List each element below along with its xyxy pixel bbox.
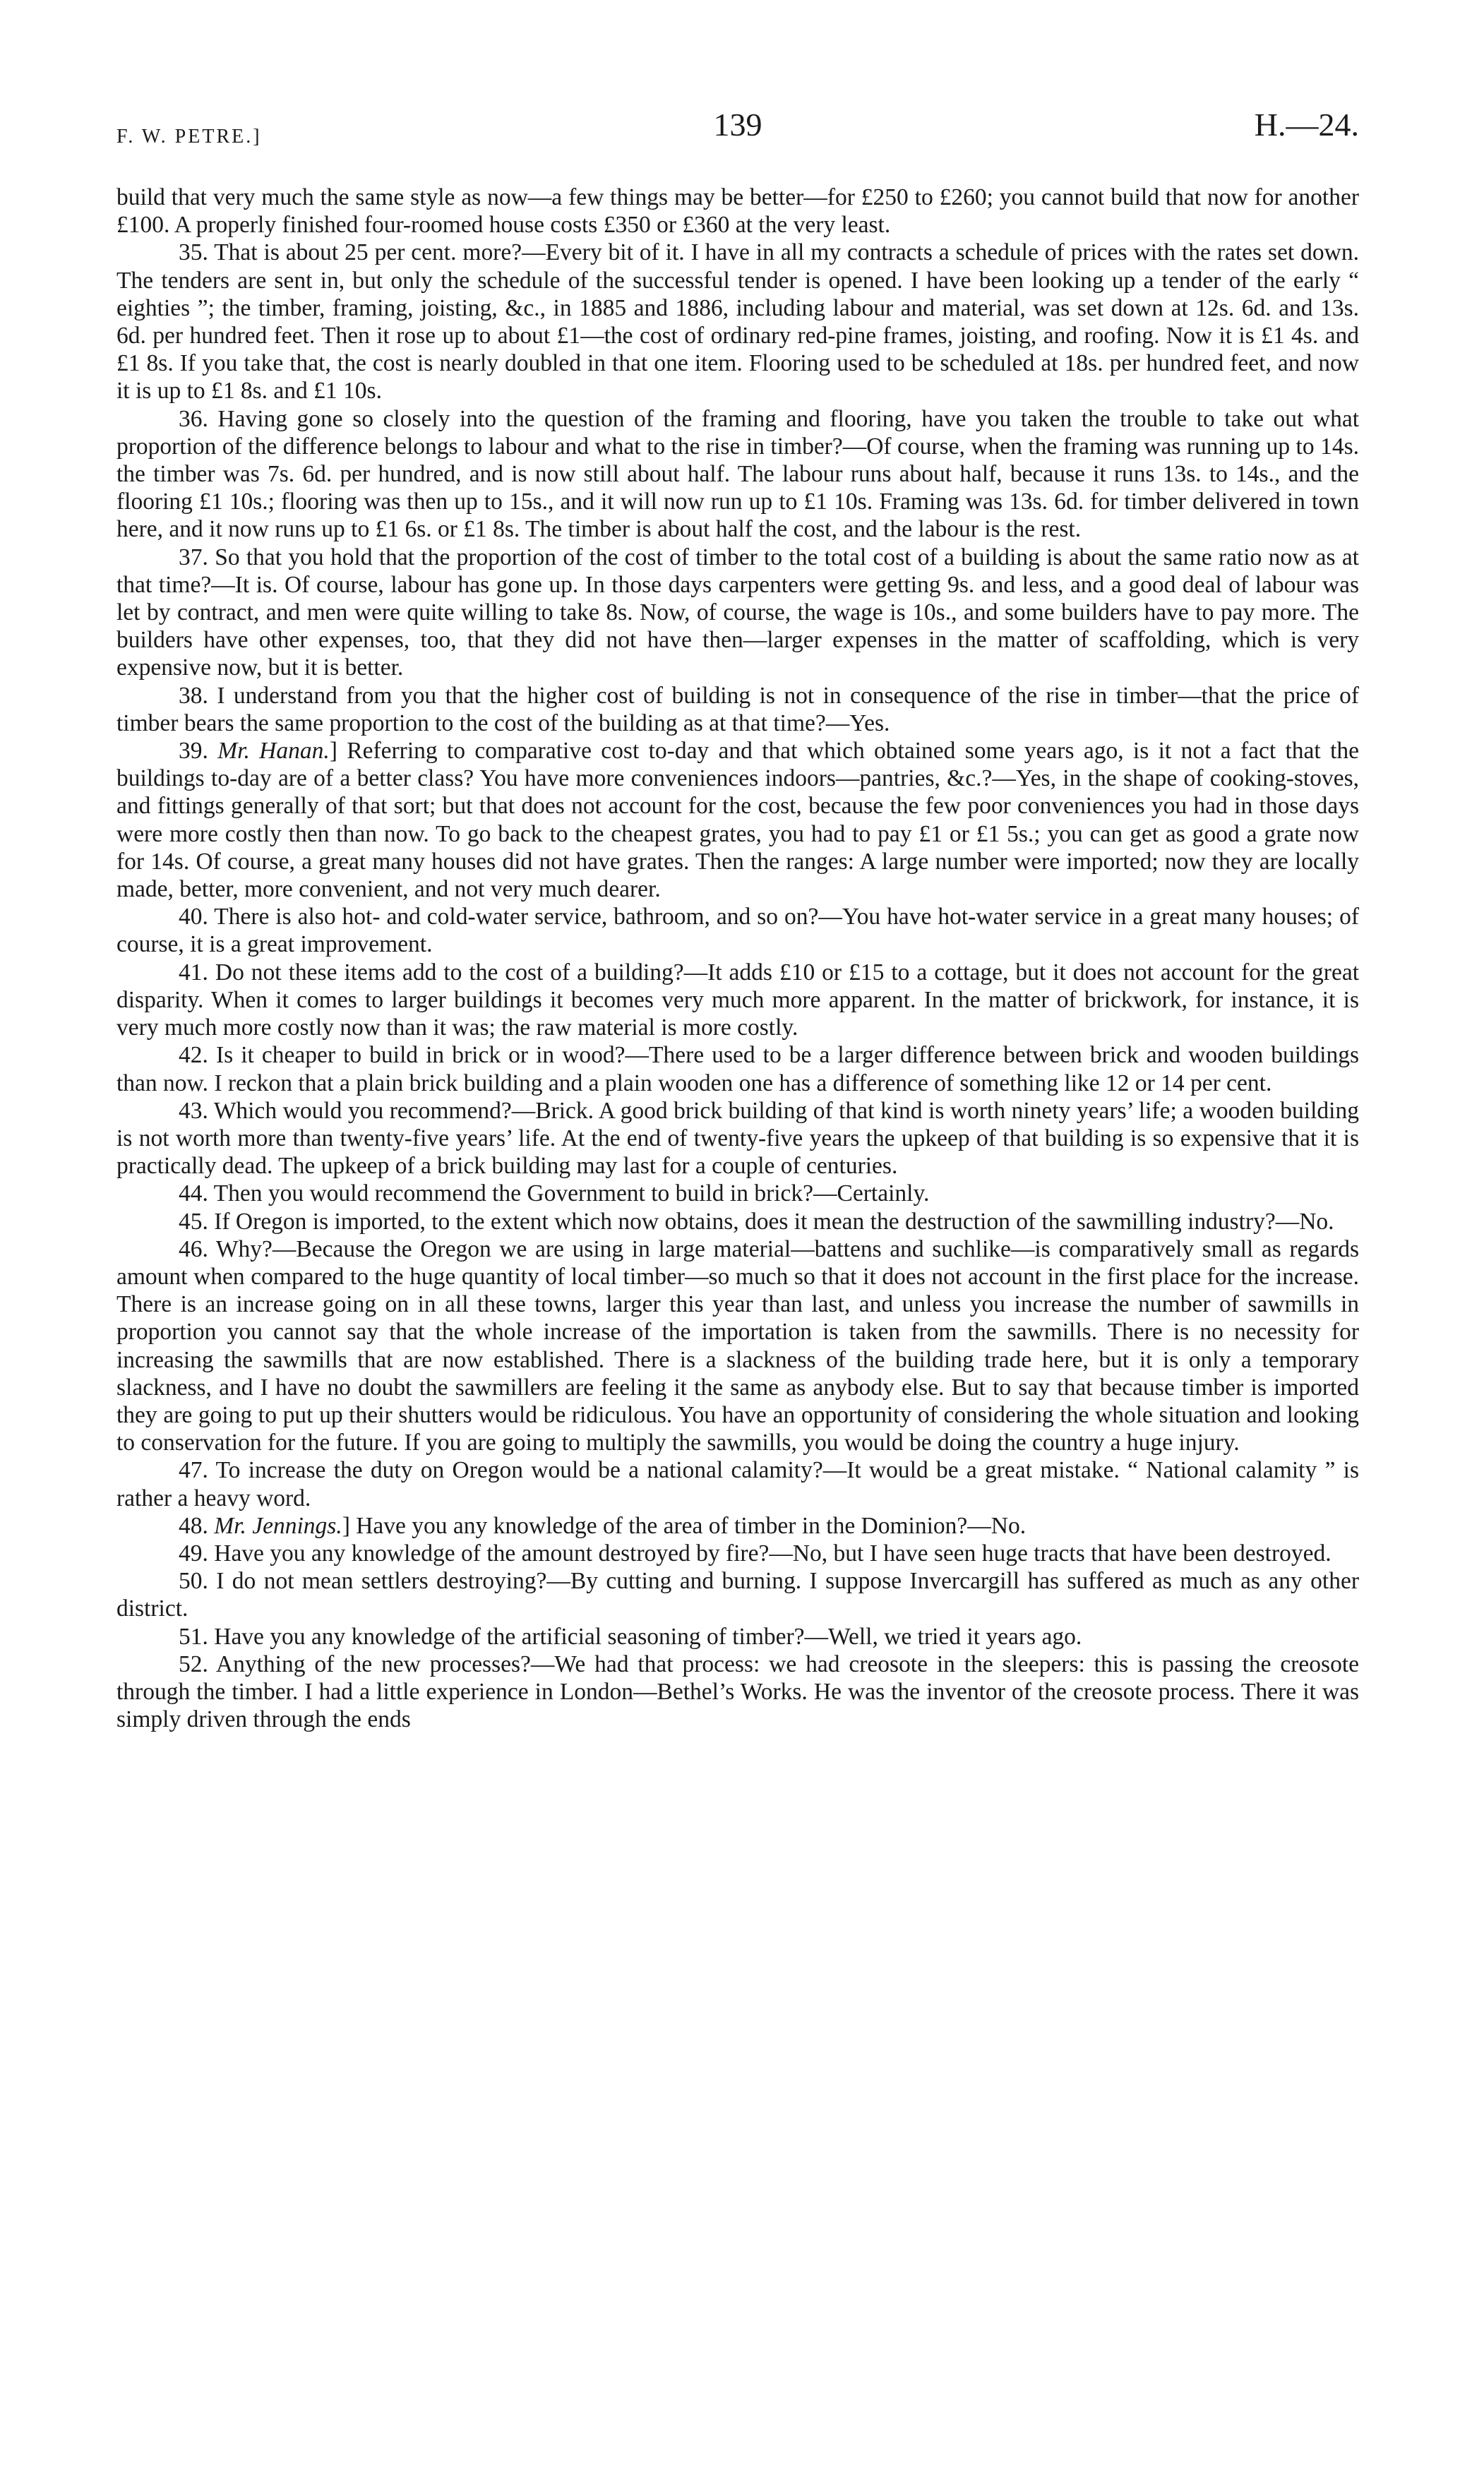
document-page (116, 92, 1359, 1733)
question-46 (116, 1235, 1359, 1457)
question-48: 48. Mr. Jennings.] Have you any knowledge of the area of timber in the Dominion?—No. (179, 1512, 1027, 1539)
paragraph-text: Why?—Because the Oregon we are using in large material—battens and suchlike—is comparatively small as regards amount when compared to the huge quantity of local timber—so much so that it does not account in the first place for the increase. There is an increase going on in all these towns, larger this year than last, and unless you increase the number of sawmills in proportion you cannot say that the whole increase of the importation is taken from the sawmills. There is no necessity for increasing the sawmills that are now established. There is a slackness of the building trade here, but it is only a temporary slackness, and I have no doubt the sawmillers are feeling it the same as anybody else. But to say that because timber is imported they are going to put up their shutters would be ridiculous. You have an opportunity of considering the whole situation and looking to conservation for the future. If you are going to multiply the sawmills, you would be doing the country a huge injury. (116, 1235, 1359, 1456)
question-number: 52. (179, 1651, 208, 1677)
paragraph-text: That is about 25 per cent. more?—Every bit of it. I have in all my contracts a schedule of prices with the rates set down. The tenders are sent in, but only the schedule of the successful tender is opened. I have been looking up a tender of the early “ eighties ”; the timber, framing, joisting, &c., in 1885 and 1886, including labour and material, was set down at 12s. 6d. and 13s. 6d. per hundred feet. Then it rose up to about £1—the cost of ordinary red-pine frames, joisting, and roofing. Now it is £1 4s. and £1 8s. If you take that, the cost is nearly doubled in that one item. Flooring used to be scheduled at 18s. per hundred feet, and now it is up to £1 8s. and £1 10s. (116, 239, 1359, 405)
paragraph-text: Anything of the new processes?—We had that process: we had creosote in the sleepers: this is passing the creosote through the timber. I had a little experience in London—Bethel’s Works. He was the inventor of the creosote process. There it was simply driven through the ends (116, 1651, 1359, 1733)
paragraph-text: Have you any knowledge of the amount destroyed by fire?—No, but I have seen huge tracts that have been destroyed. (214, 1540, 1332, 1567)
document-reference: H.—24. (1254, 107, 1359, 143)
paragraph-text: I understand from you that the higher cost of building is not in consequence of the rise in timber—that the price of timber bears the same proportion to the cost of the building as at that time?—Yes. (116, 682, 1360, 736)
question-number: 48. (179, 1512, 208, 1539)
question-44 (116, 1180, 1359, 1207)
question-37 (116, 544, 1359, 682)
question-number: 35. (179, 239, 208, 266)
question-47 (116, 1456, 1359, 1511)
question-40 (116, 903, 1359, 958)
evidence-text (116, 184, 1359, 1733)
paragraph-text: So that you hold that the proportion of the cost of timber to the total cost of a building is about the same ratio now as at that time?—It is. Of course, labour has gone up. In those days carpenters were getting 9s. and less, and a good deal of labour was let by contract, and men were quite willing to take 8s. Now, of course, the wage is 10s., and some builders have to pay more. The builders have other expenses, too, that they did not have then—larger expenses in the matter of scaffolding, which is very expensive now, but it is better. (116, 544, 1359, 681)
question-39: 39. Mr. Hanan.] Referring to comparative cost to-day and that which obtained some years ago, is it not a fact that the buildings to-day are of a better class? You have more conveniences indoors—pantries, &c.?—Yes, in the shape of cooking-stoves, and fittings generally of that sort; but that does not account for the cost, because the few poor conveniences you had in those days were more costly then than now. To go back to the cheapest grates, you had to pay £1 or £1 5s.; you can get as good a grate now for 14s. Of course, a great many houses did not have grates. Then the ranges: A large number were imported; now they are locally made, better, more convenient, and not very much dearer. (116, 738, 1360, 903)
question-number: 36. (179, 405, 208, 432)
running-head (116, 92, 1359, 155)
question-number: 42. (179, 1042, 208, 1069)
question-36 (116, 405, 1359, 544)
paragraph-text: Have you any knowledge of the artificial seasoning of timber?—Well, we tried it years ago. (214, 1623, 1082, 1650)
paragraph-text: There is also hot- and cold-water service, bathroom, and so on?—You have hot-water service in a great many houses; of course, it is a great improvement. (116, 904, 1359, 958)
question-number: 38. (179, 682, 208, 709)
question-number: 40. (179, 904, 208, 930)
question-number: 46. (179, 1235, 208, 1262)
question-42 (116, 1041, 1359, 1096)
paragraph-continued (116, 184, 1359, 239)
question-number: 45. (179, 1208, 208, 1235)
question-50 (116, 1567, 1359, 1622)
question-51 (116, 1623, 1359, 1651)
question-45 (116, 1208, 1359, 1235)
witness-name-header: F. W. PETRE.] (116, 126, 262, 148)
question-number: 49. (179, 1540, 208, 1567)
question-35 (116, 239, 1359, 405)
paragraph-text: I do not mean settlers destroying?—By cutting and burning. I suppose Invercargill has suffered as much as any other district. (116, 1568, 1359, 1622)
question-49 (116, 1540, 1359, 1567)
paragraph-text: Then you would recommend the Government to build in brick?—Certainly. (213, 1180, 930, 1207)
paragraph-text: Having gone so closely into the question of the framing and flooring, have you taken the trouble to take out what proportion of the difference belongs to labour and what to the rise in timber?—Of course, when the framing was running up to 14s. the timber was 7s. 6d. per hundred, and is now still about half. The labour runs about half, because it runs 13s. to 14s., and the flooring £1 10s.; flooring was then up to 15s., and it will now run up to £1 10s. Framing was 13s. 6d. for timber delivered in town here, and it now runs up to £1 6s. or £1 8s. The timber is about half the cost, and the labour is the rest. (116, 405, 1360, 543)
question-43 (116, 1097, 1359, 1180)
question-number: 50. (179, 1568, 208, 1595)
question-number: 39. (179, 738, 208, 765)
speaker-name: Mr. Jennings. (214, 1512, 342, 1539)
paragraph-text: Do not these items add to the cost of a building?—It adds £10 or £15 to a cottage, but it does not account for the great disparity. When it comes to larger buildings it becomes very much more apparent. In the matter of brickwork, for instance, it is very much more costly now than it was; the raw material is more costly. (116, 959, 1360, 1041)
question-number: 44. (179, 1180, 208, 1207)
question-number: 51. (179, 1623, 208, 1650)
question-38 (116, 682, 1359, 737)
question-number: 43. (179, 1097, 208, 1124)
question-41 (116, 959, 1359, 1042)
paragraph-text: Referring to comparative cost to-day and that which obtained some years ago, is it not a fact that the buildings to-day are of a better class? You have more conveniences indoors—pantries, &c.?—Yes, in the shape of cooking-stoves, and fittings generally of that sort; but that does not account for the cost, because the few poor conveniences you had in those days were more costly then than now. To go back to the cheapest grates, you had to pay £1 or £1 5s.; you can get as good a grate now for 14s. Of course, a great many houses did not have grates. Then the ranges: A large number were imported; now they are locally made, better, more convenient, and not very much dearer. (116, 738, 1360, 903)
paragraph-text: build that very much the same style as now—a few things may be better—for £250 to £260; you cannot build that now for another £100. A properly finished four-roomed house costs £350 or £360 at the very least. (116, 184, 1359, 239)
paragraph-text: Which would you recommend?—Brick. A good brick building of that kind is worth ninety years’ life; a wooden building is not worth more than twenty-five years’ life. At the end of twenty-five years the upkeep of that building is so expensive that it is practically dead. The upkeep of a brick building may last for a couple of centuries. (116, 1097, 1359, 1180)
paragraph-text: Have you any knowledge of the area of timber in the Dominion?—No. (356, 1512, 1027, 1539)
speaker-name: Mr. Hanan. (217, 738, 330, 765)
question-52 (116, 1651, 1359, 1734)
paragraph-text: To increase the duty on Oregon would be a national calamity?—It would be a great mistake. “ National calamity ” is rather a heavy word. (116, 1457, 1359, 1511)
question-number: 41. (179, 959, 208, 986)
paragraph-text: If Oregon is imported, to the extent which now obtains, does it mean the destruction of the sawmilling industry?—No. (214, 1208, 1334, 1235)
page-number: 139 (713, 107, 762, 143)
paragraph-text: Is it cheaper to build in brick or in wood?—There used to be a larger difference between brick and wooden buildings than now. I reckon that a plain brick building and a plain wooden one has a difference of something like 12 or 14 per cent. (116, 1042, 1359, 1096)
question-number: 47. (179, 1457, 208, 1484)
question-number: 37. (179, 544, 208, 570)
